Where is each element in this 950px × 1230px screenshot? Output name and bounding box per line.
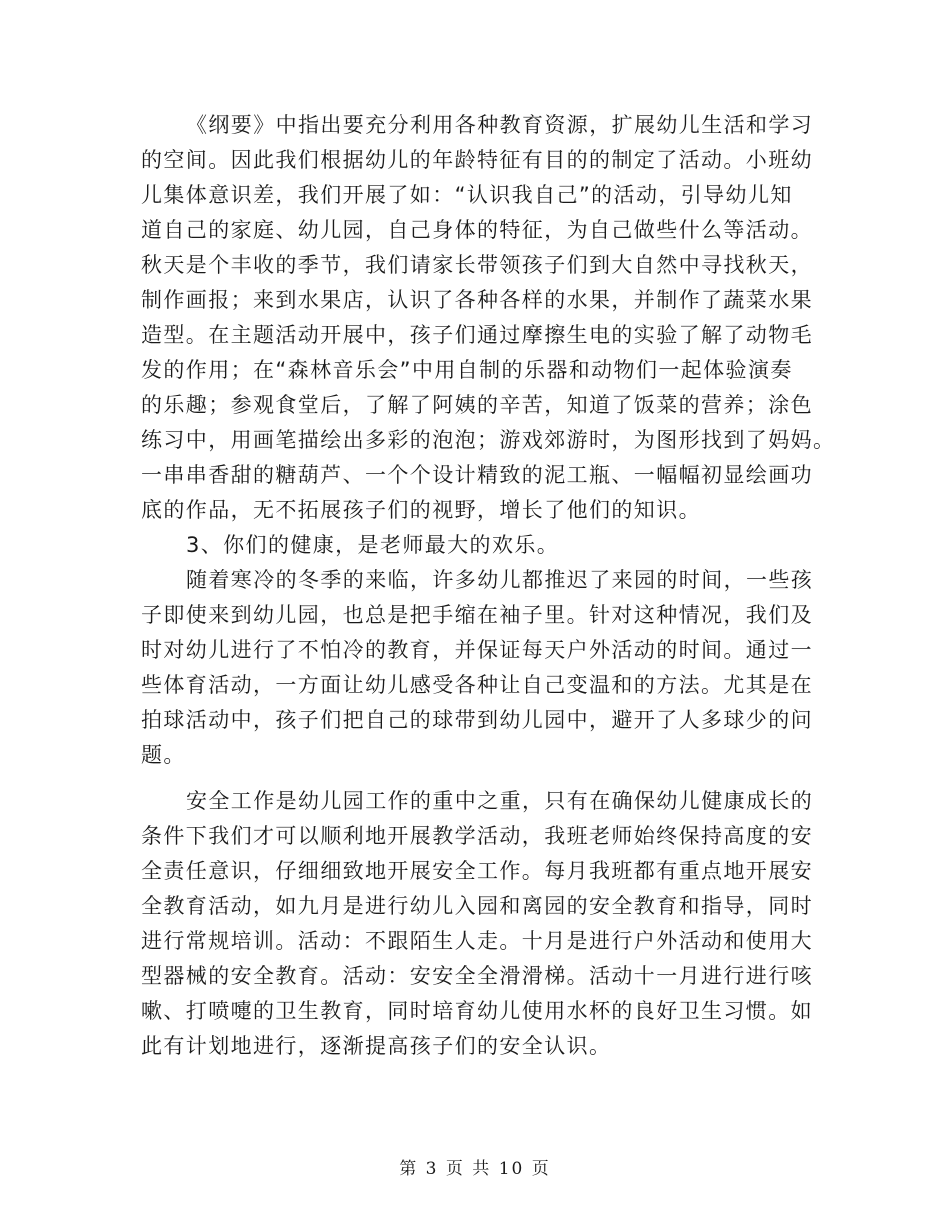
paragraph-3-line-1: 随着寒冷的冬季的来临，许多幼儿都推迟了来园的时间，一些孩 [186, 568, 814, 592]
paragraph-3-line-4: 些体育活动，一方面让幼儿感受各种让自己变温和的方法。尤其是在 [141, 673, 813, 697]
paragraph-3-line-2: 子即使来到幼儿园，也总是把手缩在袖子里。针对这种情况，我们及 [141, 603, 813, 627]
paragraph-1-line-5: 秋天是个丰收的季节，我们请家长带领孩子们到大自然中寻找秋天， [141, 253, 813, 277]
paragraph-4-line-8: 此有计划地进行，逐渐提高孩子们的安全认识。 [141, 1034, 612, 1058]
paragraph-1-line-12: 底的作品，无不拓展孩子们的视野，增长了他们的知识。 [141, 498, 701, 522]
paragraph-4-line-7: 嗽、打喷嚏的卫生教育，同时培育幼儿使用水杯的良好卫生习惯。如 [141, 999, 813, 1023]
paragraph-1-line-3: 儿集体意识差，我们开展了如：“认识我自己”的活动，引导幼儿知 [141, 183, 793, 207]
paragraph-4-line-3: 全责任意识，仔细细致地开展安全工作。每月我班都有重点地开展安 [141, 859, 813, 883]
paragraph-4-line-1: 安全工作是幼儿园工作的重中之重，只有在确保幼儿健康成长的 [186, 789, 814, 813]
paragraph-1-line-11: 一串串香甜的糖葫芦、一个个设计精致的泥工瓶、一幅幅初显绘画功 [141, 463, 813, 487]
paragraph-1-line-10: 练习中，用画笔描绘出多彩的泡泡；游戏郊游时，为图形找到了妈妈。 [141, 428, 836, 452]
paragraph-4-line-6: 型器械的安全教育。活动：安安全全滑滑梯。活动十一月进行进行咳 [141, 964, 813, 988]
paragraph-1-line-2: 的空间。因此我们根据幼儿的年龄特征有目的的制定了活动。小班幼 [141, 148, 813, 172]
paragraph-3-line-3: 时对幼儿进行了不怕冷的教育，并保证每天户外活动的时间。通过一 [141, 638, 813, 662]
paragraph-4-line-5: 进行常规培训。活动：不跟陌生人走。十月是进行户外活动和使用大 [141, 929, 813, 953]
paragraph-1-line-7: 造型。在主题活动开展中，孩子们通过摩擦生电的实验了解了动物毛 [141, 323, 813, 347]
paragraph-4-line-2: 条件下我们才可以顺利地开展教学活动，我班老师始终保持高度的安 [141, 824, 813, 848]
section-heading: 3、你们的健康，是老师最大的欢乐。 [186, 533, 560, 557]
page-number-footer: 第 3 页 共 10 页 [399, 1159, 551, 1179]
paragraph-1-line-1: 《纲要》中指出要充分利用各种教育资源，扩展幼儿生活和学习 [186, 113, 814, 137]
paragraph-1-line-8: 发的作用；在“森林音乐会”中用自制的乐器和动物们一起体验演奏 [141, 358, 793, 382]
paragraph-1-line-6: 制作画报；来到水果店，认识了各种各样的水果，并制作了蔬菜水果 [141, 288, 813, 312]
paragraph-1-line-4: 道自己的家庭、幼儿园，自己身体的特征，为自己做些什么等活动。 [141, 218, 813, 242]
paragraph-1-line-9: 的乐趣；参观食堂后，了解了阿姨的辛苦，知道了饭菜的营养；涂色 [141, 393, 813, 417]
paragraph-3-line-6: 题。 [141, 743, 186, 767]
paragraph-3-line-5: 拍球活动中，孩子们把自己的球带到幼儿园中，避开了人多球少的问 [141, 708, 813, 732]
paragraph-4-line-4: 全教育活动，如九月是进行幼儿入园和离园的安全教育和指导，同时 [141, 894, 813, 918]
